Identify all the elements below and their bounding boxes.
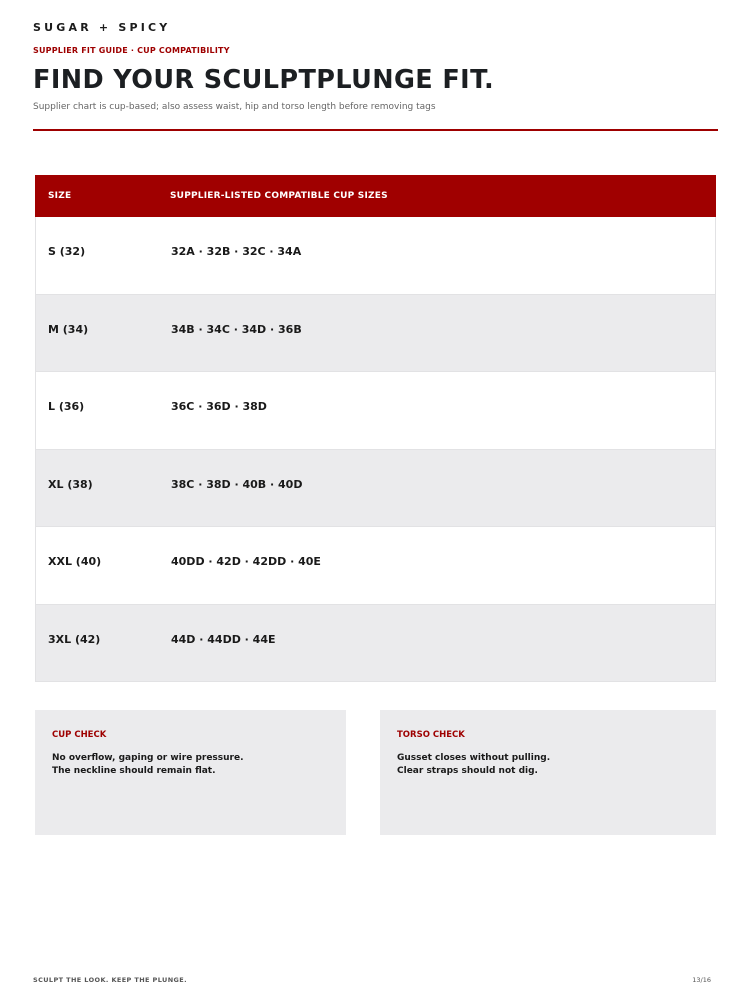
table-row <box>35 217 716 295</box>
page-subtitle: Supplier chart is cup-based; also assess waist, hip and torso length before removing tags <box>33 102 436 112</box>
card-text-line: Clear straps should not dig. <box>397 766 538 776</box>
brand-logo-text: SUGAR + SPICY <box>33 21 171 34</box>
cups-cell: 34B · 34C · 34D · 36B <box>171 322 302 336</box>
card-text-line: The neckline should remain flat. <box>52 766 216 776</box>
cups-cell: 36C · 36D · 38D <box>171 400 267 413</box>
card-title: CUP CHECK <box>52 730 107 740</box>
cups-cell: 44D · 44DD · 44E <box>171 632 276 646</box>
size-cell: S (32) <box>48 245 86 258</box>
table-row <box>35 295 716 373</box>
cups-cell: 32A · 32B · 32C · 34A <box>171 245 302 258</box>
table-row <box>35 372 716 450</box>
card-text-line: No overflow, gaping or wire pressure. <box>52 753 244 763</box>
column-header-cups: SUPPLIER-LISTED COMPATIBLE CUP SIZES <box>170 191 388 201</box>
section-kicker: SUPPLIER FIT GUIDE · CUP COMPATIBILITY <box>33 46 230 55</box>
header-divider <box>33 129 718 131</box>
size-cell: L (36) <box>48 400 85 413</box>
cups-cell: 38C · 38D · 40B · 40D <box>171 477 303 491</box>
footer-tagline: SCULPT THE LOOK. KEEP THE PLUNGE. <box>33 976 187 984</box>
table-row <box>35 605 716 683</box>
table-row <box>35 527 716 605</box>
cups-cell: 40DD · 42D · 42DD · 40E <box>171 555 321 568</box>
size-cell: XXL (40) <box>48 555 102 568</box>
page-number: 13/16 <box>692 976 711 984</box>
column-header-size: SIZE <box>48 191 72 201</box>
table-header <box>35 175 716 217</box>
size-cell: XL (38) <box>48 477 93 491</box>
torso-check-card <box>380 710 716 835</box>
cup-check-card <box>35 710 346 835</box>
card-text-line: Gusset closes without pulling. <box>397 753 551 763</box>
page-title: FIND YOUR SCULPTPLUNGE FIT. <box>33 65 495 95</box>
size-table <box>35 175 716 682</box>
table-row <box>35 450 716 528</box>
size-cell: M (34) <box>48 322 89 336</box>
size-cell: 3XL (42) <box>48 632 101 646</box>
card-title: TORSO CHECK <box>397 730 465 740</box>
